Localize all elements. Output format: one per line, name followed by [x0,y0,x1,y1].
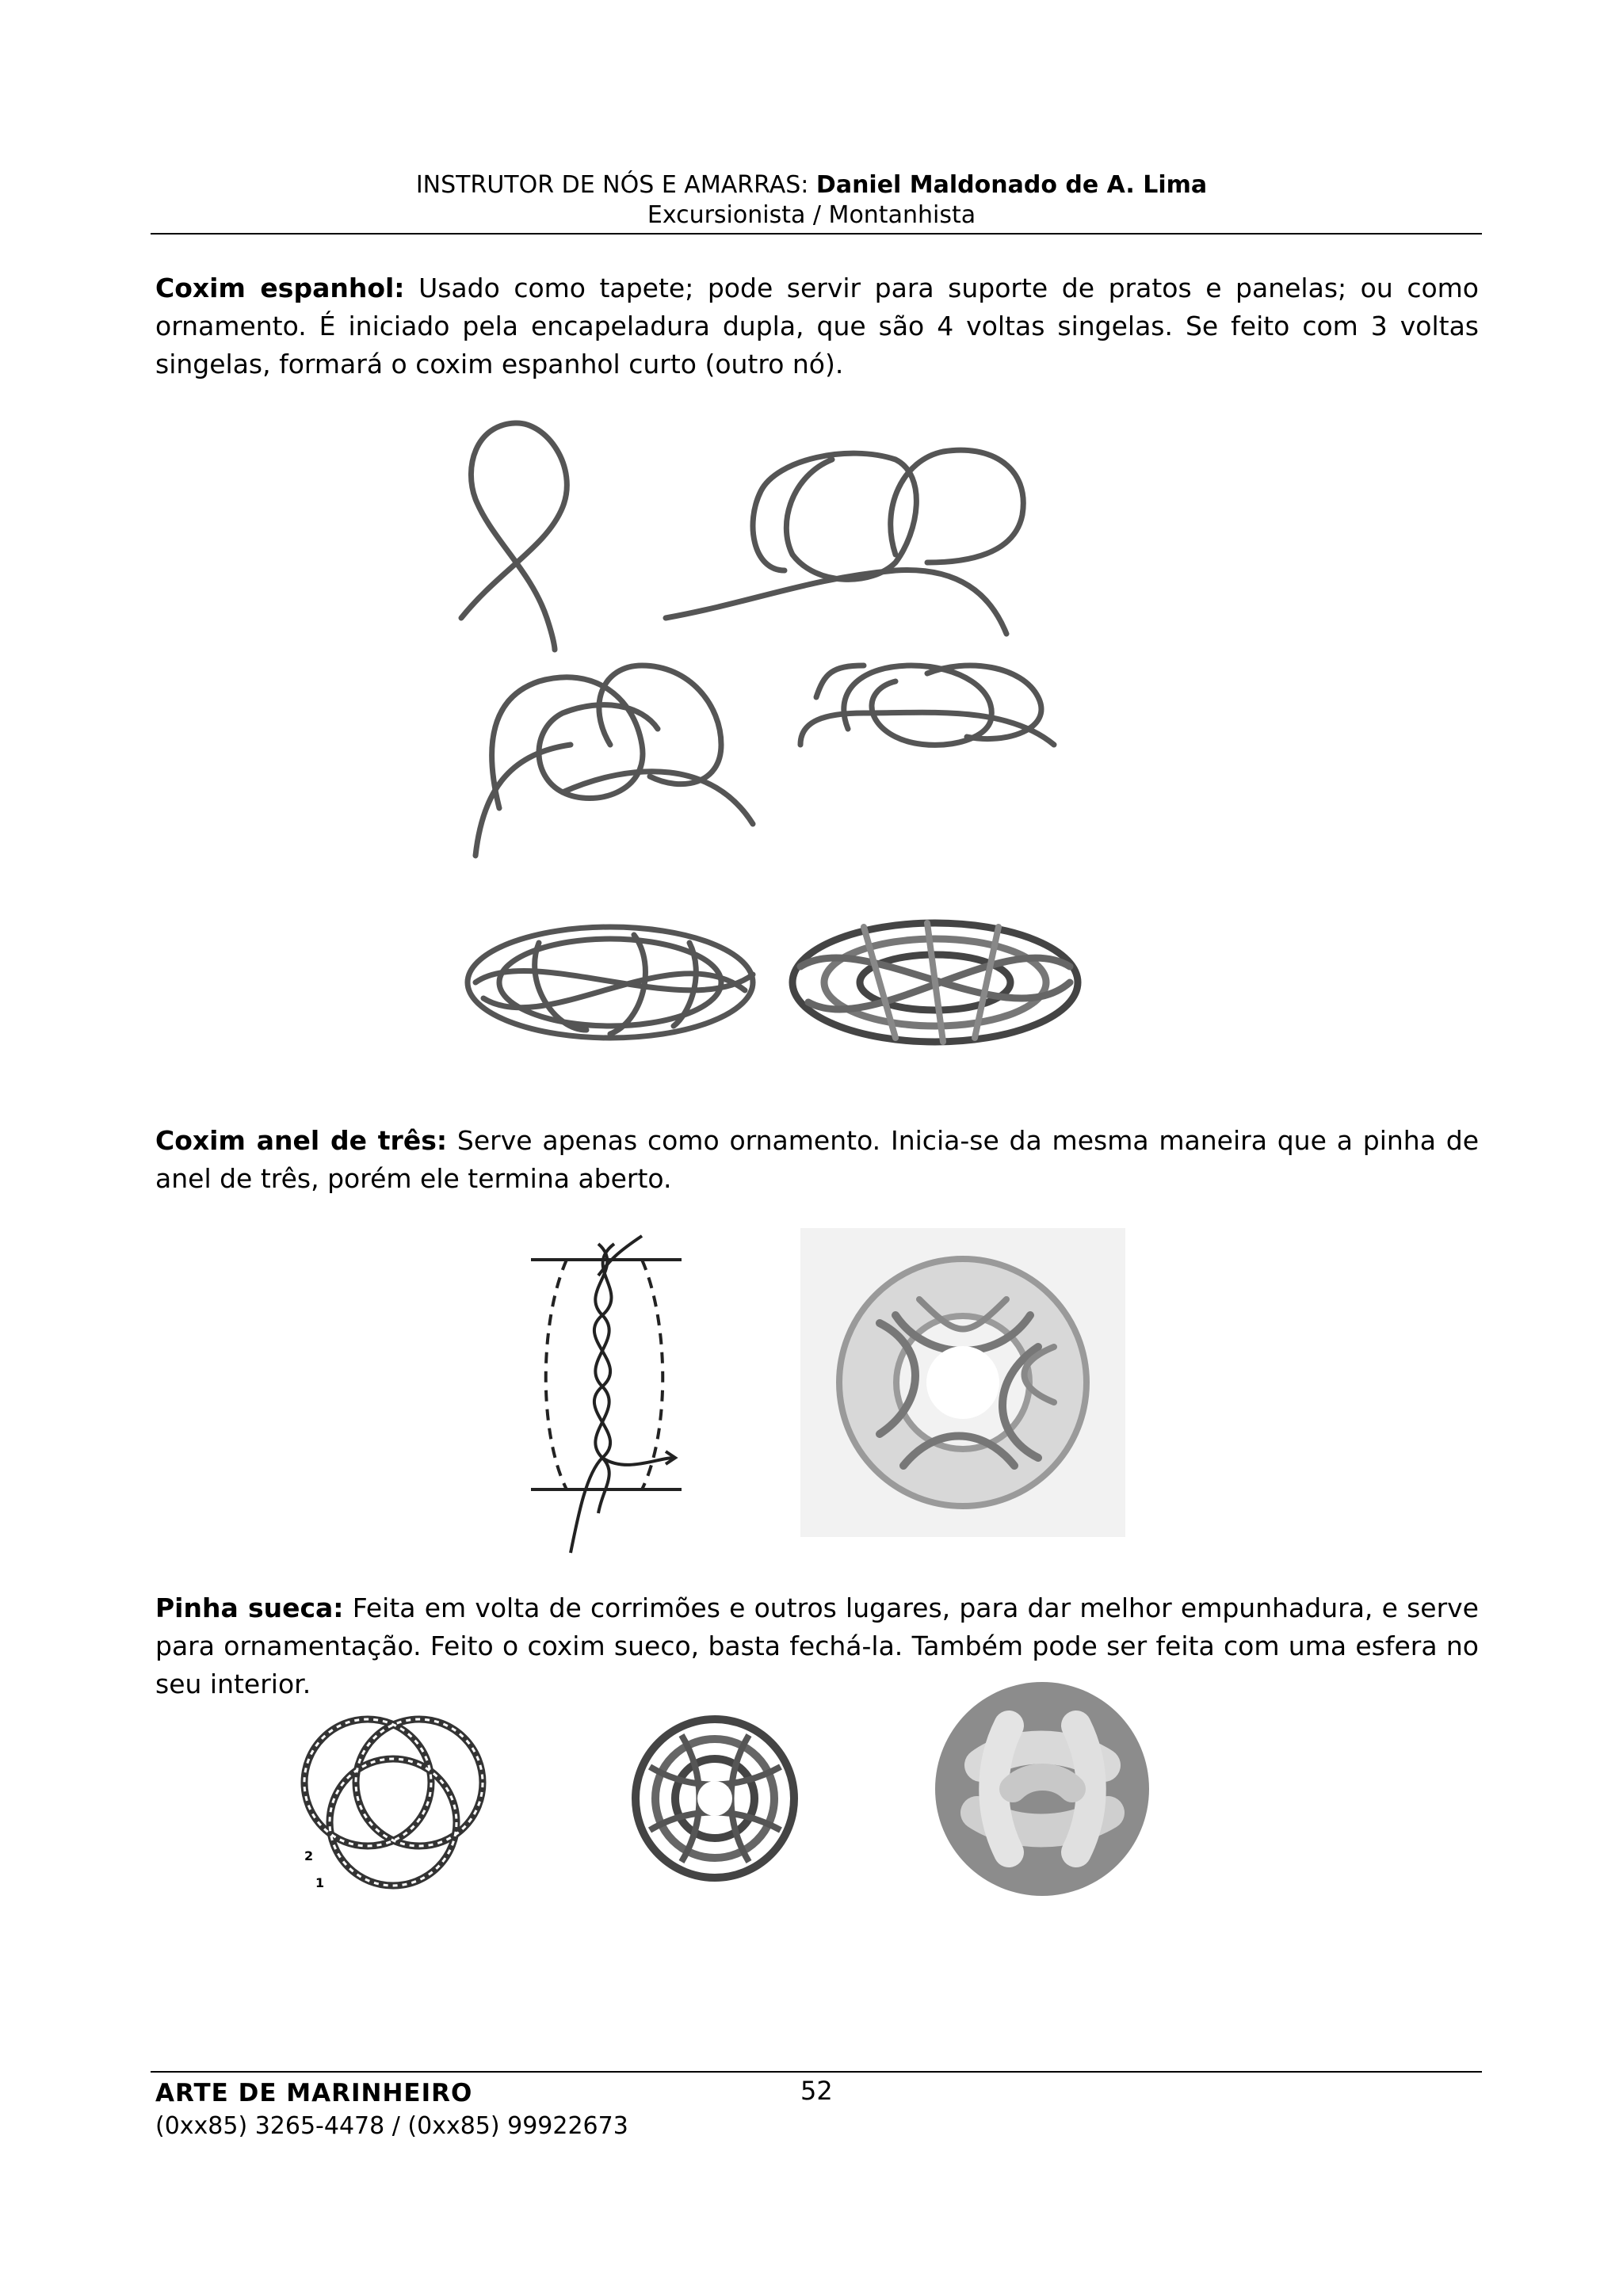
section-title: Pinha sueca: [155,1592,344,1623]
section-body: Serve apenas como ornamento. Inicia-se da mesma maneira que a pinha de anel de três, porém ele termina aberto. [155,1125,1479,1194]
footer-title: ARTE DE MARINHEIRO [155,2079,473,2107]
braid-diagram-figure [523,1228,682,1561]
section-coxim-espanhol [155,269,1479,383]
pinha-sueca-mat-figure [618,1703,812,1894]
section-title: Coxim anel de três: [155,1125,448,1156]
pattern-label-1: 1 [315,1875,325,1890]
section-body: Usado como tapete; pode servir para suporte de pratos e panelas; ou como ornamento. É iniciado pela encapeladura dupla, que são 4 voltas singelas. Se feito com 3 voltas singelas, formará o coxim espanhol curto (outro nó). [155,273,1480,379]
section-title: Coxim espanhol: [155,273,405,303]
section-coxim-anel-de-tres [155,1122,1479,1198]
pattern-label-2: 2 [304,1848,314,1863]
header-author: Daniel Maldonado de A. Lima [815,171,1208,199]
header-prefix: INSTRUTOR DE NÓS E AMARRAS: [415,171,816,199]
pinha-sueca-photo [934,1678,1151,1900]
footer-rule [151,2071,1482,2073]
footer-phone: (0xx85) 3265-4478 / (0xx85) 99922673 [155,2112,628,2140]
pinha-sueca-pattern-figure [281,1695,506,1901]
page-number: 52 [800,2076,833,2106]
coxim-anel-de-tres-photo [800,1228,1125,1537]
header-subtitle: Excursionista / Montanhista [647,201,976,229]
section-pinha-sueca [155,1589,1479,1703]
section-body: Feita em volta de corrimões e outros lugares, para dar melhor empunhadura, e serve para ornamentação. Feito o coxim sueco, basta fechá-la. Também pode ser feita com uma esfera no seu interior. [155,1592,1479,1699]
header-rule [151,233,1482,235]
running-header [0,171,1623,199]
coxim-espanhol-steps-figure [452,412,1149,1093]
